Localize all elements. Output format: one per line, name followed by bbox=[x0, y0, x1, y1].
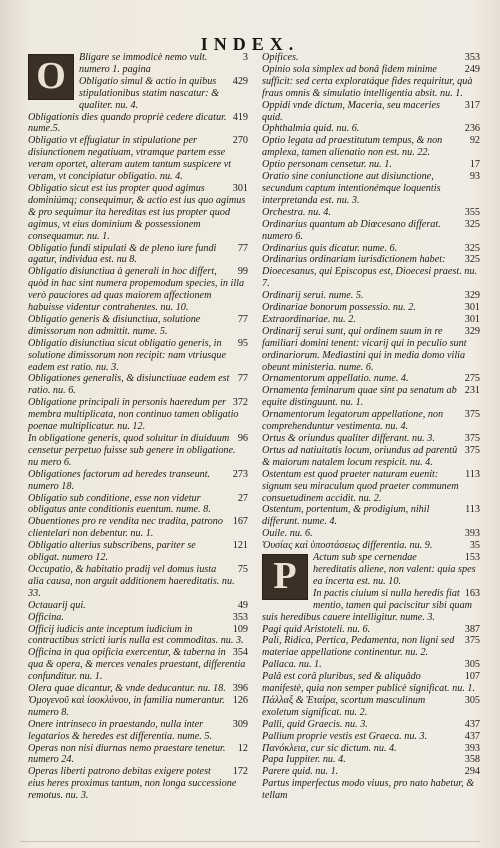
entry-text: Ouile. nu. 6. bbox=[262, 528, 313, 540]
entry-text: Operas non nisi diurnas nemo praestare tenetur. numero 24. bbox=[28, 742, 226, 766]
index-entry bbox=[262, 731, 480, 743]
entry-text: Opinio sola simplex ad bonâ fidem minime sufficit: sed certa exploratáque fides requiritur, quà fraus omnis & simulatio intelligentia absit. nu. 1. bbox=[262, 63, 473, 99]
index-entry bbox=[28, 719, 248, 743]
page-number: 375 bbox=[464, 635, 480, 647]
entry-text: Operas liberti patrono debitas exigere potest eius heres proximus tantum, non longa successione remotus. nu. 3. bbox=[28, 766, 237, 802]
page-number: 77 bbox=[237, 313, 248, 325]
entry-text: Occupatio, & habitatio pradij vel domus iusta alia causa, non arguit additionem haereditatis. nu. 33. bbox=[28, 563, 235, 599]
entry-text: Ὀυσίας καὶ ὑποστάσεως differentia. nu. 9. bbox=[262, 540, 433, 552]
entry-text: Officij iudicis ante inceptum iudicium in contractibus stricti iuris nulla est commoditas. nu. 3. bbox=[28, 623, 244, 647]
page-number: 95 bbox=[237, 337, 248, 349]
page-number: 231 bbox=[464, 385, 480, 397]
page-number: 12 bbox=[237, 742, 248, 754]
page-number: 429 bbox=[232, 75, 248, 87]
page-number: 109 bbox=[232, 623, 248, 635]
entry-text: Oratio sine coniunctione aut disiunctione, secundum captum intentionémque loquentis interpretanda est. nu. 3. bbox=[262, 171, 441, 206]
entry-text: Pagi quid Aristoteli. nu. 6. bbox=[262, 623, 371, 635]
page-number: 317 bbox=[464, 99, 480, 111]
page-number: 354 bbox=[232, 647, 248, 659]
page-number: 305 bbox=[464, 659, 480, 671]
index-entry bbox=[28, 683, 248, 695]
index-entry bbox=[262, 123, 480, 135]
index-entry bbox=[28, 624, 248, 648]
index-entry bbox=[28, 647, 248, 683]
entry-text: Obligatio alterius subscribens, pariter se obligat. numero 12. bbox=[28, 540, 196, 564]
index-entry bbox=[262, 385, 480, 409]
page-number: 393 bbox=[464, 528, 480, 540]
index-entry bbox=[262, 409, 480, 433]
page-number: 396 bbox=[232, 683, 248, 695]
page-number: 249 bbox=[464, 63, 480, 75]
index-entry bbox=[262, 135, 480, 159]
entry-text: Obligatio sicut est ius propter quod agimus dominiúmq; consequimur, & actio est ius quo agimus & pro sequimur ita hereditas est ius propter quod agimus, vt eius dominium & possessionem consequamur. nu. 1. bbox=[28, 182, 246, 242]
page-number: 113 bbox=[465, 468, 480, 480]
index-entry bbox=[262, 302, 480, 314]
entry-text: Obligatio disiunctiua sicut obligatio generis, in solutione dimissorum non recipit: nam vtriusque eadem est ratio. nu. 3. bbox=[28, 337, 226, 373]
page-number: 372 bbox=[232, 397, 248, 409]
entry-text: Ordinarij serui sunt, qui ordinem suum in re familiari domini tenent: vicarij qui in peculio sunt ordinariorum. Mediastini qui in media domo vilia obeunt ministeria. nume. 6. bbox=[262, 325, 467, 373]
page-number: 270 bbox=[232, 135, 248, 147]
page-number: 375 bbox=[464, 433, 480, 444]
entry-text: Octauarij qui. bbox=[28, 599, 86, 611]
page-number: 301 bbox=[464, 302, 480, 314]
page-number: 301 bbox=[464, 313, 480, 325]
entry-text: Officina in qua opificia exercentur, & taberna in qua & opera, & merces venales praestant, differentia confunditur. nu. 1. bbox=[28, 647, 246, 683]
index-entry bbox=[28, 183, 248, 243]
entry-text: Πανόκλεια, cur sic dictum. nu. 4. bbox=[262, 742, 397, 754]
index-entry bbox=[262, 159, 480, 171]
entry-text: Ordinarij serui. nume. 5. bbox=[262, 290, 364, 302]
index-entry bbox=[28, 540, 248, 564]
page-number: 387 bbox=[464, 623, 480, 635]
index-entry bbox=[262, 254, 480, 290]
index-entry bbox=[28, 516, 248, 540]
index-entry bbox=[28, 112, 248, 136]
index-entry bbox=[28, 243, 248, 267]
right-column bbox=[262, 52, 480, 802]
page-number: 325 bbox=[464, 242, 480, 254]
entry-text: Onere intrinseco in praestando, nulla inter legatarios & heredes est differentia. nume. 5. bbox=[28, 718, 213, 742]
page-number: 77 bbox=[237, 242, 248, 254]
index-entry bbox=[28, 695, 248, 719]
index-entry bbox=[262, 445, 480, 469]
entry-text: Obligationes generalis, & disiunctiuae eadem est ratio. nu. 6. bbox=[28, 373, 230, 397]
page-number: 17 bbox=[469, 159, 480, 171]
entry-text: Ordinarius ordinariam iurisdictionem habet: Dioecesanus, qui Episcopus est, Dioecesi praest. nu. 7. bbox=[262, 254, 478, 290]
index-entry bbox=[28, 766, 248, 802]
index-entry bbox=[262, 778, 480, 802]
page-number: 393 bbox=[464, 742, 480, 754]
index-entry bbox=[262, 100, 480, 124]
page-number: 163 bbox=[464, 587, 480, 599]
index-entry bbox=[28, 314, 248, 338]
index-entry bbox=[262, 290, 480, 302]
entry-text: Ornamenta feminarum quae sint pa senatum ab equite distinguunt. nu. 1. bbox=[262, 385, 457, 409]
entry-text: Obligatione principali in personis haeredum per membra multiplicata, non continuo tamen obligatio poenae multiplicatur. nu. 12. bbox=[28, 397, 239, 433]
index-entry bbox=[262, 528, 480, 540]
index-entry bbox=[28, 469, 248, 493]
index-entry bbox=[262, 719, 480, 731]
entry-text: In pactis ciuium si nulla heredis fiat mentio, tamen qui paciscitur sibi quam suis heredibus cauere intelligitur. nume. 3. bbox=[262, 587, 473, 623]
page-title: INDEX. bbox=[200, 34, 300, 54]
page-number: 75 bbox=[237, 563, 248, 575]
page-number: 375 bbox=[464, 444, 480, 456]
page-number: 437 bbox=[464, 730, 480, 742]
entry-text: Obligatio fundi stipulati & de pleno iure fundi agatur, individua est. nu 8. bbox=[28, 242, 217, 266]
page-number: 437 bbox=[464, 718, 480, 730]
page-number: 305 bbox=[464, 694, 480, 706]
index-entry bbox=[262, 64, 480, 100]
page-number: 325 bbox=[464, 254, 480, 266]
entry-text: Orchestra. nu. 4. bbox=[262, 206, 331, 218]
index-entry bbox=[262, 219, 480, 243]
entry-text: Obligationes factorum ad heredes transeunt. numero 18. bbox=[28, 468, 211, 492]
index-entry bbox=[28, 135, 248, 183]
page-number: 375 bbox=[464, 409, 480, 421]
entry-text: Πάλλαξ & Ἑταίρα, scortum masculinum exoletum significat. nu. 2. bbox=[262, 694, 426, 718]
index-entry bbox=[262, 540, 480, 552]
index-entry bbox=[262, 695, 480, 719]
entry-text: Ordinarius quis dicatur. nume. 6. bbox=[262, 242, 398, 254]
index-entry bbox=[28, 600, 248, 612]
page-number: 126 bbox=[232, 694, 248, 706]
page-number: 92 bbox=[469, 135, 480, 147]
index-entry bbox=[28, 564, 248, 600]
entry-text: Parere quid. nu. 1. bbox=[262, 766, 339, 778]
page-number: 49 bbox=[237, 599, 248, 611]
index-entry bbox=[262, 433, 480, 445]
page-number: 325 bbox=[464, 218, 480, 230]
entry-text: Obligatio vt effugiatur in stipulatione per disiunctionem negatiuam, vtramque partem esse veram oportet, alteram autem tantum suspicere vt veram, vt concipiatur obligatio. nu. 4. bbox=[28, 135, 232, 183]
page-number: 309 bbox=[232, 718, 248, 730]
entry-text: Obligatio generis & disiunctiua, solutione dimissorum non admittit. nume. 5. bbox=[28, 313, 201, 337]
entry-text: Ostentum est quod praeter naturam euenit: signum seu miraculum quod praeter communem consuetudinem accidit. nu. 2. bbox=[262, 468, 459, 504]
page-number: 3 bbox=[242, 52, 248, 63]
page-number: 275 bbox=[464, 373, 480, 385]
index-entry bbox=[262, 373, 480, 385]
entry-text: Pallium proprie vestis est Graeca. nu. 3. bbox=[262, 730, 428, 742]
entry-text: Palli, quid Graecis. nu. 3. bbox=[262, 718, 368, 730]
index-entry bbox=[28, 612, 248, 624]
entry-text: Pali, Ridica, Pertica, Pedamenta, non ligni sed materiae appellatione continentur. nu. 2. bbox=[262, 635, 455, 659]
page-number: 27 bbox=[237, 492, 248, 504]
initial-p: P bbox=[262, 554, 308, 600]
page-number: 35 bbox=[469, 540, 480, 552]
entry-text: Ortus ad natiuitatis locum, oriundus ad parentû & maiorum natalem locum respicit. nu. 4. bbox=[262, 444, 458, 468]
entry-text: Ornamentorum appellatio. nume. 4. bbox=[262, 373, 409, 385]
index-entry bbox=[262, 207, 480, 219]
index-entry bbox=[262, 243, 480, 255]
index-entry bbox=[262, 659, 480, 671]
page-number: 77 bbox=[237, 373, 248, 385]
page-number: 358 bbox=[464, 754, 480, 766]
entry-text: Ordinarius quantum ab Diœcesano differat. numero 6. bbox=[262, 218, 441, 242]
entry-text: Pallaca. nu. 1. bbox=[262, 659, 322, 671]
entry-text: Ornamentorum legatorum appellatione, non comprehenduntur vestimenta. nu. 4. bbox=[262, 409, 444, 433]
page-number: 355 bbox=[464, 206, 480, 218]
page-number: 301 bbox=[232, 182, 248, 194]
page-number: 153 bbox=[464, 552, 480, 564]
entry-text: Obligatio disiunctiua à generali in hoc differt, quòd in hac sint numera propemodum species, in illa verò pauciores ad quas maiorem affectionem habuisse videntur contrahentes. nu. 10. bbox=[28, 266, 245, 314]
index-entry bbox=[28, 373, 248, 397]
index-entry bbox=[262, 469, 480, 505]
page-number: 107 bbox=[464, 671, 480, 683]
entry-text: Ostentum, portentum, & prodigium, nihil differunt. nume. 4. bbox=[262, 504, 430, 528]
index-entry bbox=[28, 266, 248, 314]
entry-text: Bligare se immodicè nemo vult. numero 1. pagina bbox=[79, 52, 208, 75]
index-entry bbox=[262, 326, 480, 374]
entry-text: Obuentiones pro re vendita nec tradita, patrono clientelari non debentur. nu. 1. bbox=[28, 516, 223, 540]
entry-text: Optio personam censetur. nu. 1. bbox=[262, 159, 392, 171]
left-column bbox=[28, 52, 248, 802]
index-entry bbox=[262, 52, 480, 64]
entry-text: Obligationis dies quando propriè cedere dicatur. nume.5. bbox=[28, 111, 227, 135]
entry-text: Actum sub spe cernendae hereditatis aliene, non valent: quia spes ea incerta est. nu. 10. bbox=[313, 552, 476, 587]
entry-text: Ortus & oriundus qualiter differant. nu. 3. bbox=[262, 433, 435, 444]
page-number: 167 bbox=[232, 516, 248, 528]
entry-text: Palâ est corâ pluribus, sed & aliquâdo manifestè, quia non semper publicè significat. nu. 1. bbox=[262, 671, 476, 695]
index-entry bbox=[262, 504, 480, 528]
entry-text: Officina. bbox=[28, 611, 64, 623]
index-entry bbox=[28, 493, 248, 517]
entry-text: Ὀμογενοῦ καὶ ἰσοκλύνου, in familia numerantur. numero 8. bbox=[28, 694, 225, 718]
entry-text: Ordinariae bonorum possessio. nu. 2. bbox=[262, 302, 416, 314]
entry-text: Opifices. bbox=[262, 52, 299, 63]
index-entry bbox=[262, 314, 480, 326]
index-entry bbox=[28, 338, 248, 374]
entry-text: Obligatio sub conditione, esse non videtur obligatus ante conditionis euentum. nume. 8. bbox=[28, 492, 211, 516]
index-entry bbox=[262, 635, 480, 659]
index-entry bbox=[28, 433, 248, 469]
page-number: 121 bbox=[232, 540, 248, 552]
index-entry bbox=[262, 671, 480, 695]
index-entry bbox=[262, 624, 480, 636]
page-number: 329 bbox=[464, 325, 480, 337]
index-entry bbox=[28, 743, 248, 767]
page-number: 353 bbox=[464, 52, 480, 63]
page-number: 113 bbox=[465, 504, 480, 516]
index-entry bbox=[262, 743, 480, 755]
entry-text: Obligatio simul & actio in quibus stipulationibus statim nascatur: & qualiter. nu. 4. bbox=[79, 75, 220, 111]
page-number: 172 bbox=[232, 766, 248, 778]
page-number: 93 bbox=[469, 171, 480, 183]
page-number: 353 bbox=[232, 611, 248, 623]
page-number: 99 bbox=[237, 266, 248, 278]
entry-text: Optio legata ad praestitutum tempus, & non amplexa, tamen alienatio non est. nu. 22. bbox=[262, 135, 443, 159]
index-entry bbox=[262, 766, 480, 778]
right-entry-list-top bbox=[262, 52, 480, 552]
left-entry-list bbox=[28, 52, 248, 802]
entry-text: Extraordinariae. nu. 2. bbox=[262, 313, 356, 325]
page-number: 273 bbox=[232, 468, 248, 480]
entry-text: Papa Iuppiter. nu. 4. bbox=[262, 754, 346, 766]
page-number: 419 bbox=[232, 111, 248, 123]
entry-text: In obligatione generis, quod soluitur in diuiduum censetur perpetuo fuisse sub genere in obligatione. nu mero 6. bbox=[28, 433, 236, 468]
index-entry bbox=[262, 754, 480, 766]
page-number: 329 bbox=[464, 290, 480, 302]
index-entry bbox=[262, 171, 480, 207]
entry-text: Partus imperfectus modo viuus, pro nato habetur, & tellam bbox=[262, 778, 475, 802]
page-edge bbox=[20, 841, 480, 842]
entry-text: Oppidi vnde dictum, Maceria, seu maceries quid. bbox=[262, 99, 440, 123]
page-number: 236 bbox=[464, 123, 480, 135]
entry-text: Olera quae dicantur, & vnde deducantur. nu. 18. bbox=[28, 683, 226, 695]
initial-o: O bbox=[28, 54, 74, 100]
page-number: 294 bbox=[464, 766, 480, 778]
entry-text: Ophthalmia quid. nu. 6. bbox=[262, 123, 360, 135]
index-entry bbox=[28, 397, 248, 433]
page-number: 96 bbox=[237, 433, 248, 444]
